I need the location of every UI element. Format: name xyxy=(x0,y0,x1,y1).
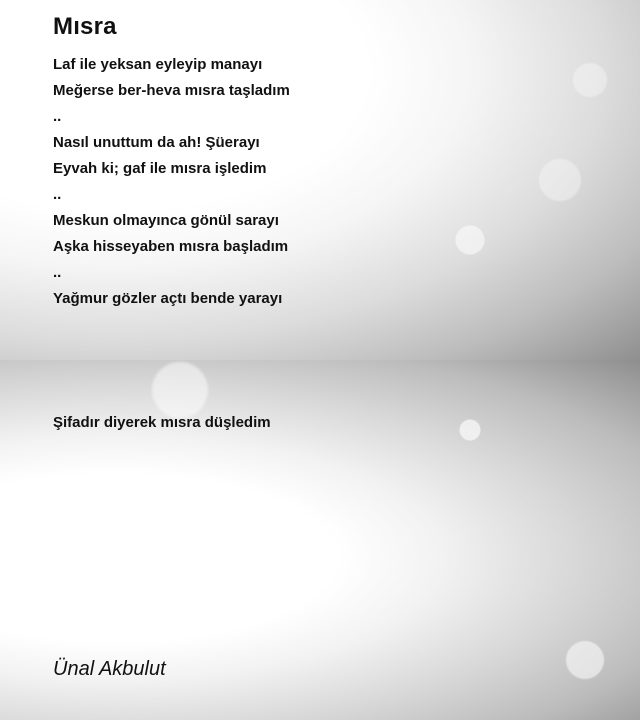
poem-line: Yağmur gözler açtı bende yarayı xyxy=(53,290,283,307)
poem-card-bottom xyxy=(0,360,640,720)
poem-line: Aşka hisseyaben mısra başladım xyxy=(53,238,289,255)
poem-line-separator: .. xyxy=(53,264,62,281)
poem-line: Eyvah ki; gaf ile mısra işledim xyxy=(53,160,267,177)
poem-line: Nasıl unuttum da ah! Şüerayı xyxy=(53,134,260,151)
poem-line: Laf ile yeksan eyleyip manayı xyxy=(53,56,263,73)
poem-stanza xyxy=(53,54,290,314)
poem-continued-line: Şifadır diyerek mısra düşledim xyxy=(53,414,271,431)
poem-line-separator: .. xyxy=(53,186,62,203)
poem-author: Ünal Akbulut xyxy=(53,658,166,680)
poem-title: Mısra xyxy=(53,13,117,40)
poem-line-separator: .. xyxy=(53,108,62,125)
poem-line: Meğerse ber-heva mısra taşladım xyxy=(53,82,290,99)
poem-line: Meskun olmayınca gönül sarayı xyxy=(53,212,279,229)
